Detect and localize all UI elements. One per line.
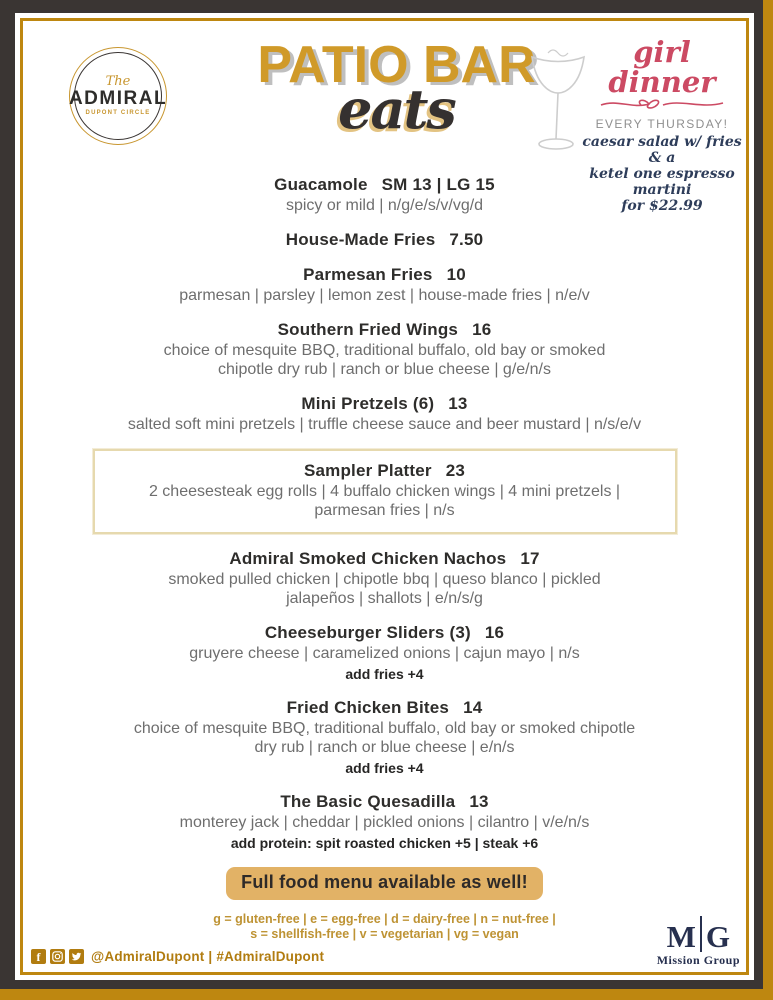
promo-description [580,134,744,214]
legend-line1: g = gluten-free | e = egg-free | d = dairy-free | n = nut-free | [213,912,556,926]
item-price: 17 [520,549,540,568]
item-name: The Basic Quesadilla [280,792,456,811]
mg-name: Mission Group [656,953,740,967]
page-title-line1: PATIO BAR [257,36,536,94]
promo-schedule: EVERY THURSDAY! [595,117,729,131]
mg-letter-g: G [705,919,731,954]
social-bar [31,949,324,964]
promo-desc-line2: ketel one espresso martini [589,166,735,198]
mg-divider-bar [700,916,702,952]
menu-item [25,265,744,305]
girl-dinner-promo [536,37,744,214]
item-description: choice of mesquite BBQ, traditional buffalo, old bay or smoked chipotle dry rub | ranch or blue cheese | g/e/n/s [163,342,606,378]
twitter-icon[interactable] [69,949,84,964]
item-description: salted soft mini pretzels | truffle cheese sauce and beer mustard | n/s/e/v [127,416,642,433]
item-name: Cheeseburger Sliders (3) [264,623,471,642]
item-price: 16 [484,623,505,642]
item-description: gruyere cheese | caramelized onions | cajun mayo | n/s [189,645,580,662]
item-note: add fries +4 [345,760,424,776]
item-price: 10 [446,265,466,284]
social-handles[interactable]: @AdmiralDupont | #AdmiralDupont [91,949,325,964]
item-price: SM 13 | LG 15 [381,175,495,194]
menu-item [25,698,744,777]
promo-text [580,37,744,214]
item-description: smoked pulled chicken | chipotle bbq | queso blanco | pickled jalapeños | shallots | e/n/s/g [168,571,601,607]
promo-desc-line1: caesar salad w/ fries & a [582,134,742,166]
menu-item-header [287,698,483,718]
item-name: House-Made Fries [285,230,436,249]
promo-title: girl dinner [608,35,716,99]
menu-item-header [304,461,465,481]
menu-list [25,175,744,852]
mission-group-logo [657,916,740,968]
menu-item-header [278,320,492,340]
item-name: Guacamole [274,175,368,194]
instagram-icon[interactable] [50,949,65,964]
menu-item-header [274,175,495,195]
menu-item-header [280,792,488,812]
menu-item-header [303,265,466,285]
mg-letter-m: M [666,919,696,954]
facebook-icon[interactable]: f [31,949,46,964]
item-name: Southern Fried Wings [277,320,459,339]
item-description: 2 cheesesteak egg rolls | 4 buffalo chicken wings | 4 mini pretzels | parmesan fries | n/s [148,483,621,519]
menu-item [25,230,744,250]
item-description: monterey jack | cheddar | pickled onions | cilantro | v/e/n/s [179,814,590,831]
full-menu-banner: Full food menu available as well! [226,867,543,900]
menu-item-header [229,549,539,569]
item-price: 14 [463,698,483,717]
menu-item [25,549,744,608]
item-price: 23 [445,461,466,480]
mg-initials [657,916,740,952]
promo-desc-line3: for $22.99 [621,198,703,214]
menu-item [25,320,744,379]
page-title-line2: eats [338,77,455,141]
legend-line2: s = shellfish-free | v = vegetarian | vg = vegan [250,927,519,941]
item-price: 13 [448,394,468,413]
item-price: 16 [472,320,492,339]
banner-row [25,867,744,900]
logo-the-text: The [105,74,131,89]
item-name: Fried Chicken Bites [286,698,450,717]
item-price: 7.50 [449,230,484,249]
menu-page [25,23,744,970]
item-description: spicy or mild | n/g/e/s/v/vg/d [285,197,484,214]
menu-item [25,623,744,683]
item-note: add fries +4 [345,666,424,682]
logo-name-text: ADMIRAL [68,88,168,109]
menu-item-header [301,394,467,414]
item-note: add protein: spit roasted chicken +5 | steak +6 [230,835,539,851]
menu-item [93,449,677,534]
martini-glass-icon [528,41,588,159]
allergen-legend [25,912,744,942]
item-name: Admiral Smoked Chicken Nachos [229,549,507,568]
item-description: parmesan | parsley | lemon zest | house-made fries | n/e/v [179,287,590,304]
squiggle-bow-icon [597,97,727,113]
menu-item-header [265,623,504,643]
item-name: Mini Pretzels (6) [301,394,435,413]
menu-item [25,394,744,434]
item-price: 13 [469,792,489,811]
item-description: choice of mesquite BBQ, traditional buffalo, old bay or smoked chipotle dry rub | ranch or blue cheese | e/n/s [133,720,636,756]
logo-subtitle-text: DUPONT CIRCLE [85,110,151,116]
item-name: Parmesan Fries [303,265,433,284]
item-name: Sampler Platter [303,461,432,480]
menu-item [25,792,744,852]
menu-item-header [286,230,484,250]
